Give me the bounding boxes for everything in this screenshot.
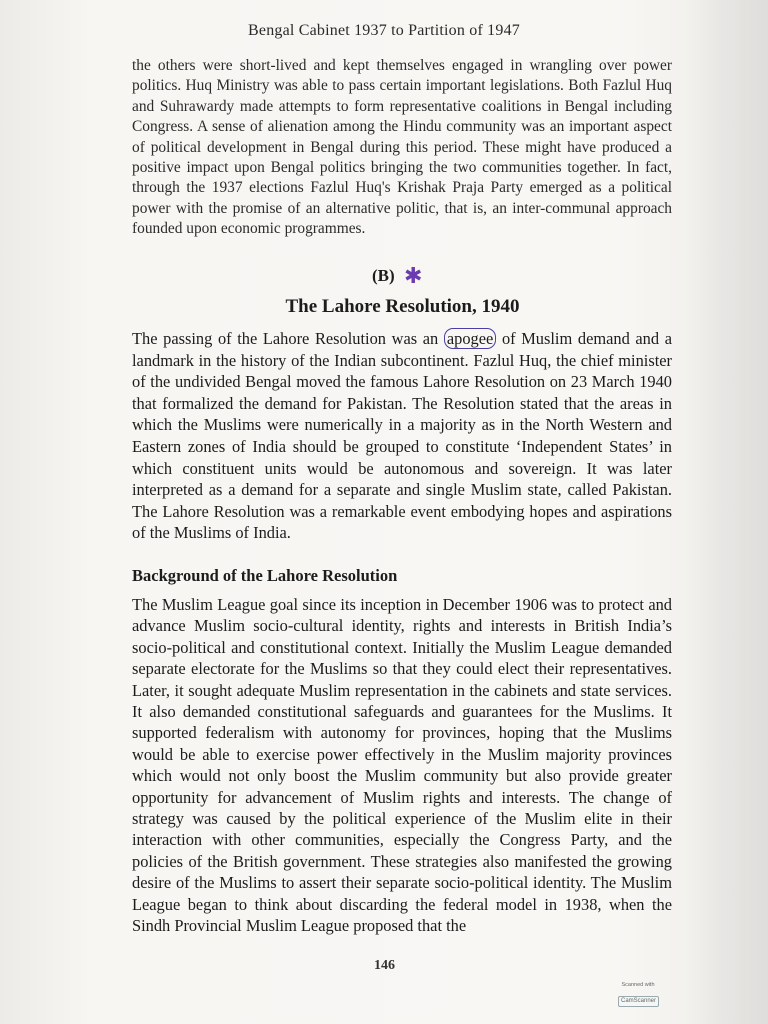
section-label: (B) xyxy=(372,266,395,285)
section-title: The Lahore Resolution, 1940 xyxy=(285,296,520,317)
scanner-watermark xyxy=(618,982,658,1012)
page-number: 146 xyxy=(374,958,395,973)
background-paragraph: The Muslim League goal since its inception in December 1906 was to protect and advance Muslim socio-cultural identity, rights and interests in British India’s socio-political and constitutional context. Initially the Muslim League demanded separate electorate for the Muslims so that they could elect their representatives. Later, it sought adequate Muslim representation in the cabinets and state services. It also demanded constitutional safeguards and guarantees for the Muslims. It supported federalism with autonomy for provinces, hoping that the Muslims would be able to exercise power effectively in the Muslim majority provinces which would not only boost the Muslim community but also provide greater opportunity for advancement of Muslim rights and interests. The change of strategy was caused by the political experience of the Muslim elite in their interaction with other communities, especially the Congress Party, and the policies of the British government. These strategies also manifested the growing desire of the Muslims to assert their separate socio-political identity. The Muslim League began to think about discarding the federal model in 1938, when the Sindh Provincial Muslim League proposed that the xyxy=(132,595,672,936)
circled-word: apogee xyxy=(444,328,496,349)
lahore-resolution-paragraph xyxy=(132,328,672,544)
paragraph-text-start: The passing of the Lahore Resolution was an xyxy=(132,329,444,348)
page-edge-shadow xyxy=(686,0,768,1024)
paragraph-text-rest: of Muslim demand and a landmark in the history of the Indian subcontinent. Fazlul Huq, the chief minister of the undivided Bengal moved the famous Lahore Resolution on 23 March 1940 that formalized the demand for Pakistan. The Resolution stated that the areas in which the Muslims were numerically in a majority as in the North Western and Eastern zones of India should be grouped to constitute ‘Independent States’ in which constituent units would be autonomous and sovereign. It was later interpreted as a demand for a separate and single Muslim state, called Pakistan. The Lahore Resolution was a remarkable event embodying hopes and aspirations of the Muslims of India. xyxy=(132,329,672,543)
intro-paragraph: the others were short-lived and kept themselves engaged in wrangling over power politics. Huq Ministry was able to pass certain important legislations. Both Fazlul Huq and Suhrawardy made attempts to form representative coalitions in Bengal including Congress. A sense of alienation among the Hindu community was an important aspect of political development in Bengal during this period. These might have produced a positive impact upon Bengal politics bringing the two communities together. In fact, through the 1937 elections Fazlul Huq's Krishak Praja Party emerged as a political power with the promise of an alternative politic, that is, an inter-communal approach founded upon economic programmes. xyxy=(132,57,672,238)
running-header: Bengal Cabinet 1937 to Partition of 1947 xyxy=(248,22,520,39)
scanner-caption: Scanned with xyxy=(621,982,655,988)
star-scribble-icon: ✱ xyxy=(404,263,423,288)
scanner-name: CamScanner xyxy=(618,996,659,1007)
background-heading: Background of the Lahore Resolution xyxy=(132,566,398,585)
